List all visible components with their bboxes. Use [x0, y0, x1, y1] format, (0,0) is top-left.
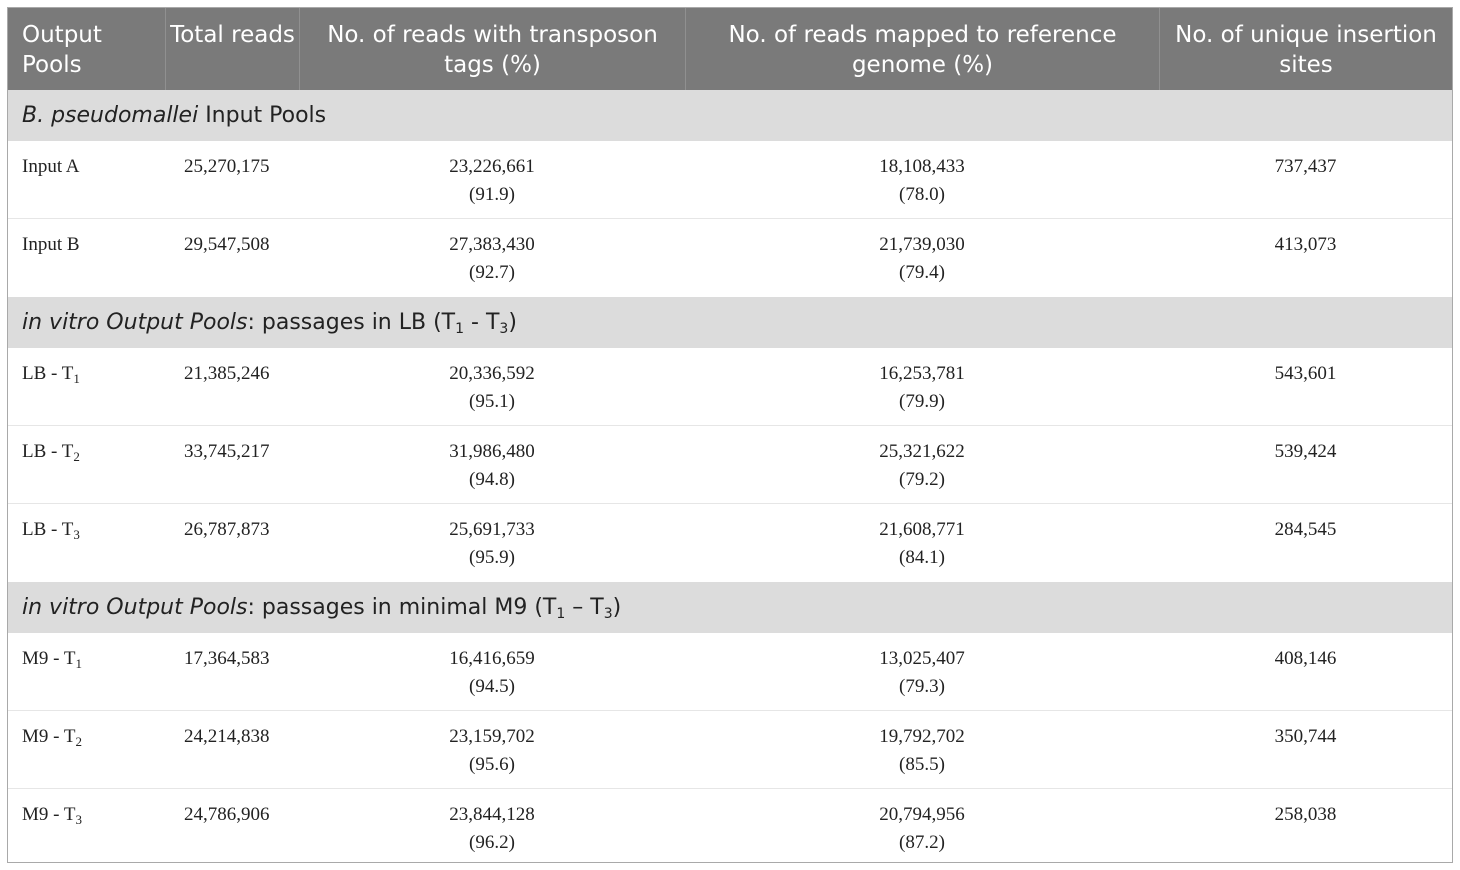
section-title-end: ): [612, 595, 622, 620]
pool-label: LB - T: [22, 363, 74, 384]
mapped-cell: [685, 633, 1159, 710]
mapped-count: 20,794,956: [879, 804, 965, 825]
section-title-mid: – T: [565, 595, 604, 620]
pool-label: LB - T: [22, 441, 74, 462]
mapped-cell: [685, 426, 1159, 503]
pool-subscript: 3: [73, 527, 80, 542]
unique-sites: 284,545: [1274, 519, 1337, 540]
mapped-percent: (79.2): [899, 469, 945, 490]
section-title-italic: in vitro Output Pools: [22, 310, 248, 335]
tags-cell: [299, 141, 685, 218]
section-title-rest: Input Pools: [198, 103, 327, 128]
section-title-rest: : passages in minimal M9 (T: [247, 595, 557, 620]
section-subscript: 1: [455, 321, 465, 337]
mapped-percent: (87.2): [899, 832, 945, 853]
mapped-cell: [685, 789, 1159, 863]
table-row: [8, 348, 1452, 426]
total-reads: 26,787,873: [184, 519, 270, 540]
pool-subscript: 2: [73, 449, 80, 464]
tags-percent: (95.6): [469, 754, 515, 775]
unique-sites: 543,601: [1274, 363, 1337, 384]
pool-name: [8, 504, 165, 582]
mapped-count: 25,321,622: [879, 441, 965, 462]
tags-cell: [299, 789, 685, 863]
mapped-percent: (85.5): [899, 754, 945, 775]
tags-count: 23,226,661: [449, 156, 535, 177]
tags-percent: (95.1): [469, 391, 515, 412]
pool-subscript: 1: [75, 656, 82, 671]
section-title-italic: in vitro Output Pools: [22, 595, 248, 620]
table-header: [8, 8, 1452, 90]
total-reads: 17,364,583: [184, 648, 270, 669]
section-subscript: 3: [499, 321, 509, 337]
pool-subscript: 3: [75, 812, 82, 827]
pool-name: [8, 789, 165, 863]
mapped-count: 13,025,407: [879, 648, 965, 669]
tags-percent: (92.7): [469, 262, 515, 283]
tags-cell: [299, 426, 685, 503]
unique-sites: 539,424: [1274, 441, 1337, 462]
mapped-cell: [685, 504, 1159, 582]
tags-count: 25,691,733: [449, 519, 535, 540]
mapped-cell: [685, 141, 1159, 218]
mapped-percent: (79.4): [899, 262, 945, 283]
tags-cell: [299, 504, 685, 582]
tags-count: 23,844,128: [449, 804, 535, 825]
mapped-percent: (79.3): [899, 676, 945, 697]
table-row: [8, 504, 1452, 582]
pool-name: [8, 711, 165, 788]
unique-sites: 258,038: [1274, 804, 1337, 825]
table-row: [8, 711, 1452, 789]
pool-name: [8, 141, 165, 218]
sequencing-reads-table: [7, 7, 1453, 863]
unique-sites: 737,437: [1274, 156, 1337, 177]
tags-percent: (94.5): [469, 676, 515, 697]
mapped-count: 21,739,030: [879, 234, 965, 255]
table-row: [8, 633, 1452, 711]
mapped-cell: [685, 348, 1159, 425]
pool-label: M9 - T: [22, 648, 76, 669]
tags-percent: (91.9): [469, 184, 515, 205]
section-header-input-pools: [8, 90, 1452, 141]
pool-label: Input A: [22, 156, 80, 177]
mapped-count: 19,792,702: [879, 726, 965, 747]
header-total-reads: Total reads: [165, 8, 299, 90]
section-title-italic: B. pseudomallei: [22, 103, 199, 128]
table-row: [8, 426, 1452, 504]
tags-count: 23,159,702: [449, 726, 535, 747]
tags-count: 20,336,592: [449, 363, 535, 384]
pool-label: Input B: [22, 234, 80, 255]
tags-percent: (94.8): [469, 469, 515, 490]
mapped-percent: (78.0): [899, 184, 945, 205]
header-transposon-tags: No. of reads with transposon tags (%): [299, 8, 685, 90]
tags-percent: (96.2): [469, 832, 515, 853]
tags-cell: [299, 219, 685, 297]
tags-count: 27,383,430: [449, 234, 535, 255]
unique-sites: 350,744: [1274, 726, 1337, 747]
mapped-cell: [685, 711, 1159, 788]
total-reads: 24,214,838: [184, 726, 270, 747]
pool-name: [8, 633, 165, 710]
mapped-count: 16,253,781: [879, 363, 965, 384]
pool-name: [8, 219, 165, 297]
tags-cell: [299, 633, 685, 710]
section-header-m9-passages: [8, 582, 1452, 633]
unique-sites: 413,073: [1274, 234, 1337, 255]
pool-label: LB - T: [22, 519, 74, 540]
section-title-mid: - T: [464, 310, 500, 335]
mapped-percent: (84.1): [899, 547, 945, 568]
total-reads: 21,385,246: [184, 363, 270, 384]
table-row: [8, 141, 1452, 219]
header-mapped-reads: No. of reads mapped to reference genome (%): [685, 8, 1159, 90]
pool-subscript: 2: [75, 734, 82, 749]
section-subscript: 3: [603, 606, 613, 622]
total-reads: 24,786,906: [184, 804, 270, 825]
pool-name: [8, 348, 165, 425]
tags-cell: [299, 348, 685, 425]
pool-subscript: 1: [73, 371, 80, 386]
pool-label: M9 - T: [22, 804, 76, 825]
tags-percent: (95.9): [469, 547, 515, 568]
tags-count: 31,986,480: [449, 441, 535, 462]
mapped-cell: [685, 219, 1159, 297]
unique-sites: 408,146: [1274, 648, 1337, 669]
header-unique-sites: No. of unique insertion sites: [1159, 8, 1452, 90]
pool-name: [8, 426, 165, 503]
table-row: [8, 219, 1452, 297]
section-title-rest: : passages in LB (T: [247, 310, 456, 335]
tags-cell: [299, 711, 685, 788]
table-row: [8, 789, 1452, 863]
total-reads: 29,547,508: [184, 234, 270, 255]
mapped-percent: (79.9): [899, 391, 945, 412]
section-header-lb-passages: [8, 297, 1452, 348]
pool-label: M9 - T: [22, 726, 76, 747]
total-reads: 25,270,175: [184, 156, 270, 177]
total-reads: 33,745,217: [184, 441, 270, 462]
mapped-count: 18,108,433: [879, 156, 965, 177]
section-subscript: 1: [556, 606, 566, 622]
mapped-count: 21,608,771: [879, 519, 965, 540]
header-output-pools: Output Pools: [22, 22, 102, 78]
tags-count: 16,416,659: [449, 648, 535, 669]
section-title-end: ): [508, 310, 517, 335]
